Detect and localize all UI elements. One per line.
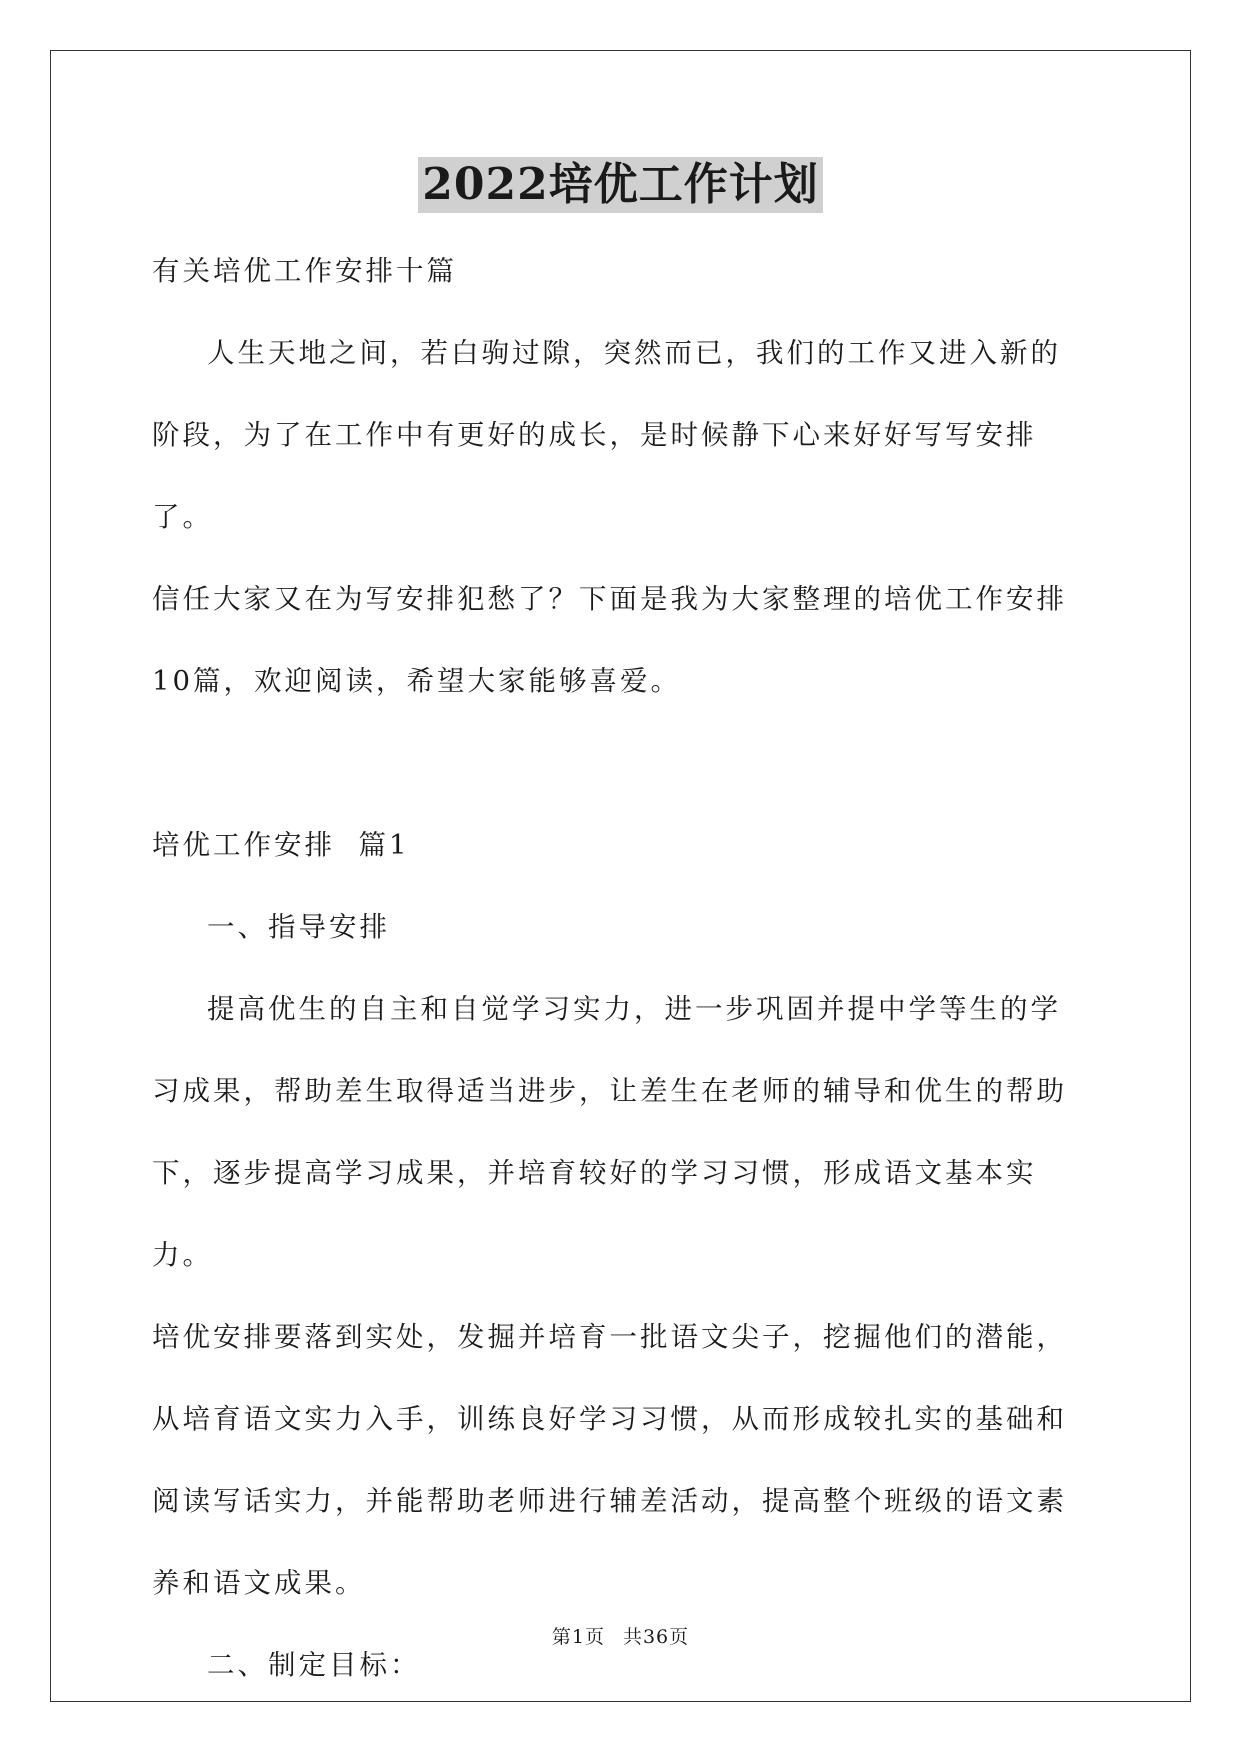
item1-line-3: 下，逐步提高学习成果，并培育较好的学习习惯，形成语文基本实力。	[152, 1157, 1037, 1271]
subtitle: 有关培优工作安排十篇	[152, 255, 457, 287]
intro-line-3: 信任大家又在为写安排犯愁了？下面是我为大家整理的培优工作安排	[152, 583, 1067, 615]
title-wrap	[0, 157, 1241, 213]
section-heading: 培优工作安排 篇1	[152, 829, 410, 861]
intro-line-4: 10篇，欢迎阅读，希望大家能够喜爱。	[152, 665, 681, 697]
intro-line-2: 阶段，为了在工作中有更好的成长，是时候静下心来好好写写安排了。	[152, 419, 1037, 533]
item2-heading: 二、制定目标：	[207, 1649, 421, 1681]
page-number: 第1页	[551, 1626, 605, 1648]
item1-line-2: 习成果，帮助差生取得适当进步，让差生在老师的辅导和优生的帮助	[152, 1075, 1067, 1107]
item1-line-7: 养和语文成果。	[152, 1567, 366, 1599]
intro-paragraph	[152, 312, 1092, 722]
page-total: 共36页	[622, 1626, 690, 1648]
item1-line-4: 培优安排要落到实处，发掘并培育一批语文尖子，挖掘他们的潜能，	[152, 1321, 1067, 1353]
intro-line-1: 人生天地之间，若白驹过隙，突然而已，我们的工作又进入新的	[207, 337, 1061, 369]
item1-line-1: 提高优生的自主和自觉学习实力，进一步巩固并提中学等生的学	[207, 993, 1061, 1025]
item1-heading: 一、指导安排	[207, 911, 390, 943]
section-spacer	[152, 722, 1092, 804]
page-title: 2022培优工作计划	[418, 157, 822, 213]
page-footer	[0, 1625, 1241, 1649]
document-body	[152, 230, 1092, 1706]
item1-line-6: 阅读写话实力，并能帮助老师进行辅差活动，提高整个班级的语文素	[152, 1485, 1067, 1517]
item1-paragraph	[152, 968, 1092, 1624]
item1-line-5: 从培育语文实力入手，训练良好学习习惯，从而形成较扎实的基础和	[152, 1403, 1067, 1435]
